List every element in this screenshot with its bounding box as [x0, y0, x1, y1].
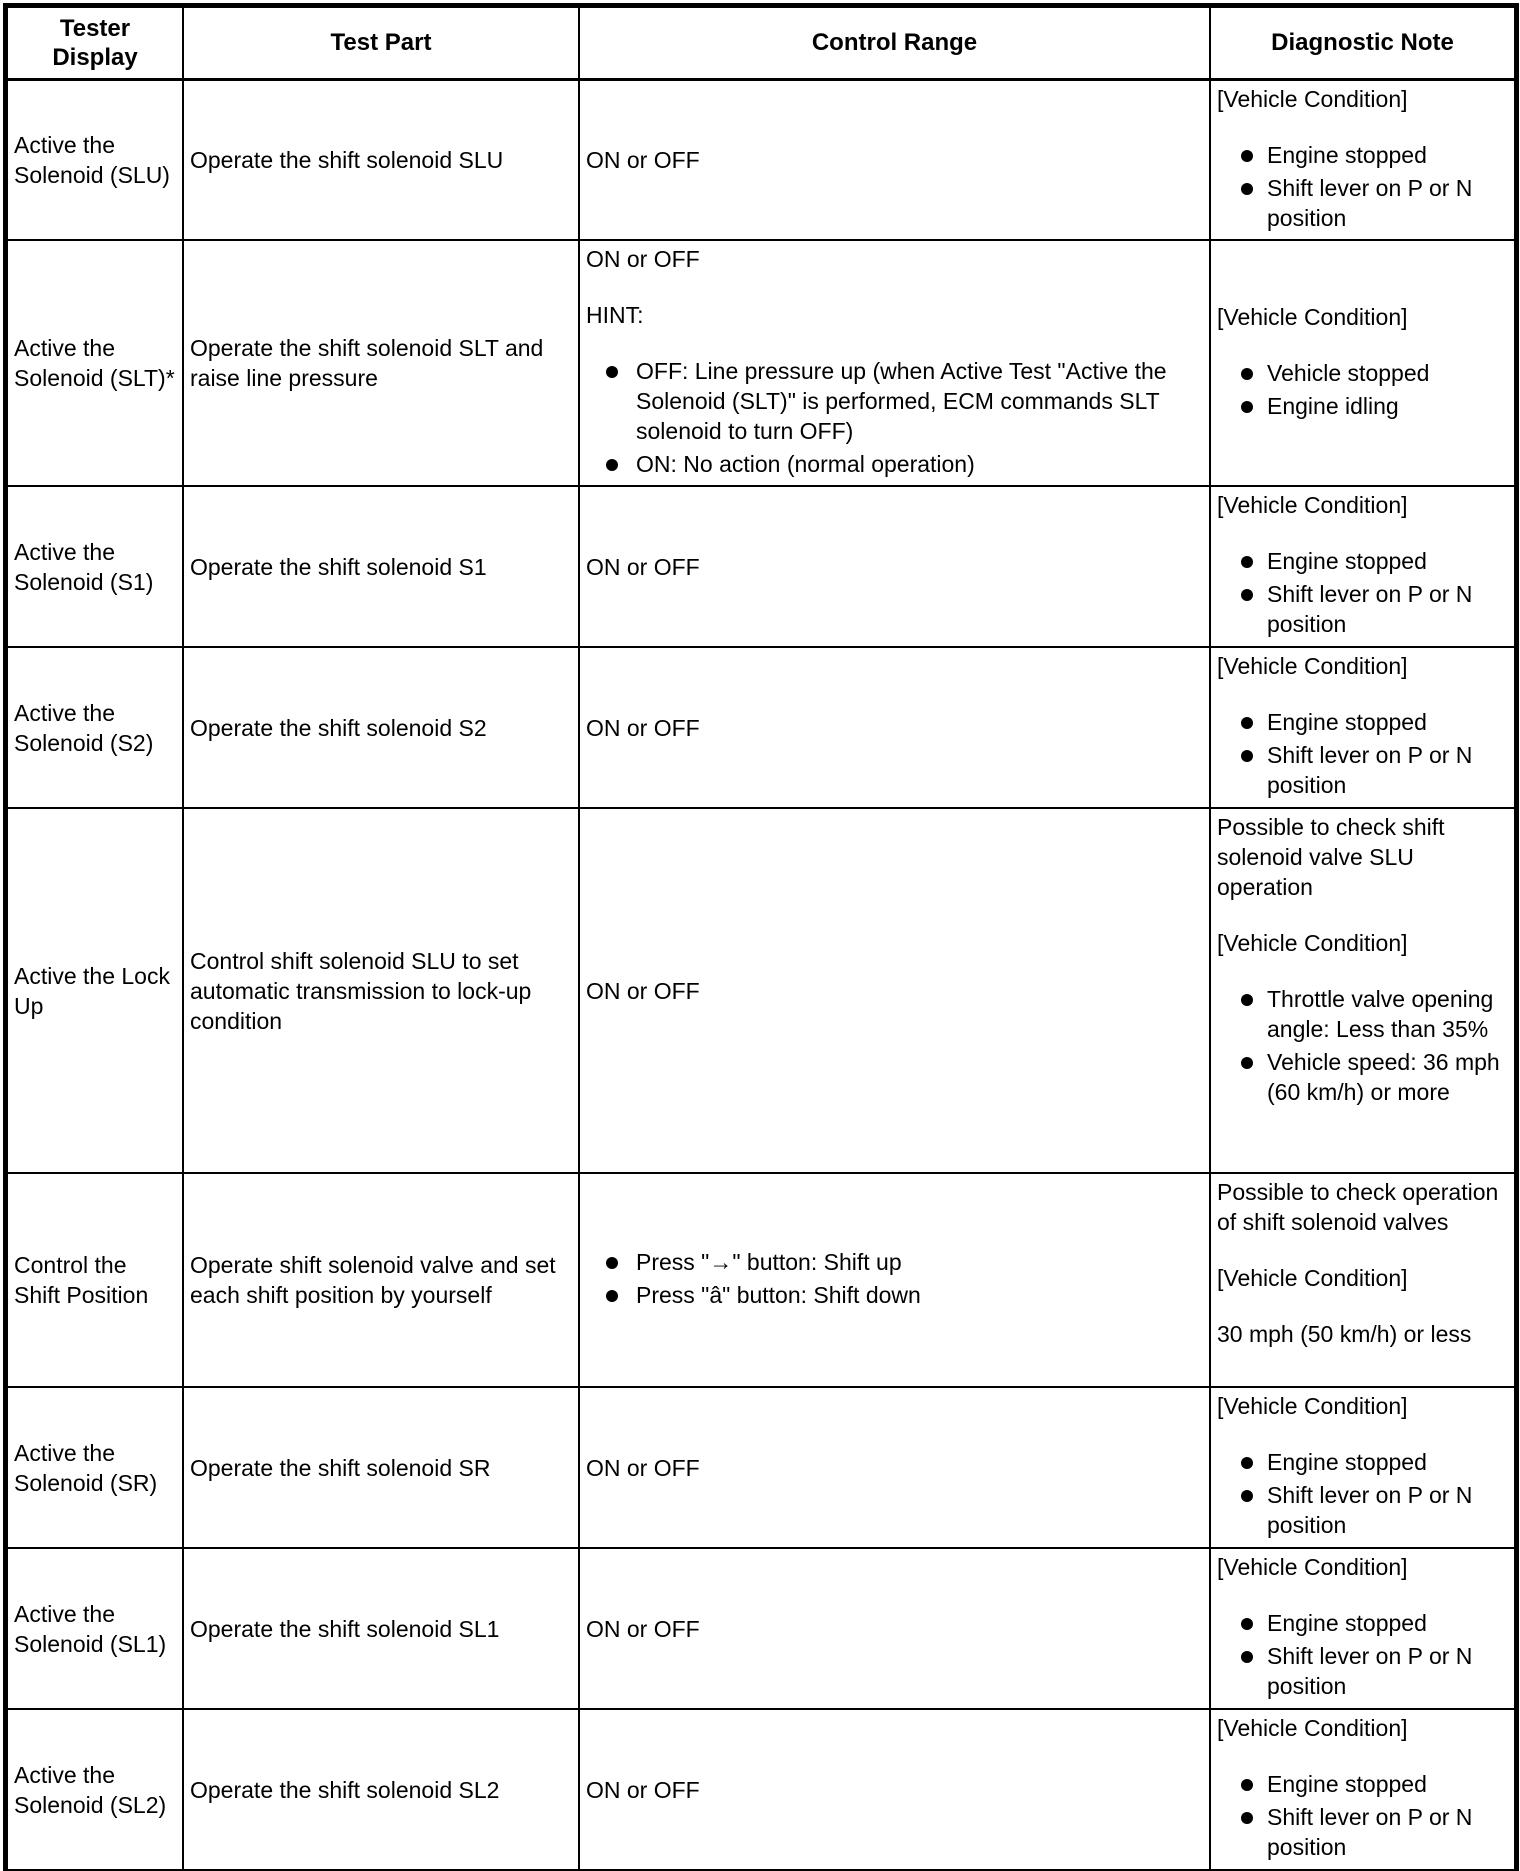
diagnostic-note-cell [1210, 1709, 1515, 1870]
list-item [1217, 391, 1508, 421]
list-item-text: Press "â" button: Shift down [636, 1282, 921, 1308]
bullet-icon [1241, 1490, 1253, 1502]
vehicle-condition-heading: [Vehicle Condition] [1217, 304, 1408, 330]
bullet-icon [1241, 1457, 1253, 1469]
hint-label: HINT: [586, 302, 644, 328]
tester-display-cell: Active the Solenoid (SLT)* [7, 240, 183, 486]
list-item [1217, 579, 1508, 639]
list-item [1217, 546, 1508, 576]
diagnostic-note-cell [1210, 1173, 1515, 1387]
list-item [1217, 1480, 1508, 1540]
control-range-cell: ON or OFF [579, 1548, 1210, 1709]
test-part-cell: Operate the shift solenoid S2 [183, 647, 579, 808]
bullet-icon [1241, 1057, 1253, 1069]
table-row [7, 1387, 1515, 1548]
diagnostic-note-cell [1210, 647, 1515, 808]
list-item-text: Engine stopped [1267, 548, 1427, 574]
list-item [1217, 358, 1508, 388]
vehicle-condition-heading: [Vehicle Condition] [1217, 1265, 1408, 1291]
test-part-cell: Operate the shift solenoid SLU [183, 79, 579, 240]
list-item-text: Shift lever on P or N position [1267, 581, 1473, 637]
table-row [7, 1709, 1515, 1870]
list-item [1217, 1769, 1508, 1799]
bullet-icon [606, 366, 618, 378]
vehicle-condition-heading: [Vehicle Condition] [1217, 1554, 1408, 1580]
active-test-table-sheet [6, 6, 1514, 1862]
header-test-part: Test Part [183, 7, 579, 79]
list-item [1217, 707, 1508, 737]
bullet-icon [1241, 1651, 1253, 1663]
tester-display-cell: Active the Lock Up [7, 808, 183, 1173]
table-row [7, 647, 1515, 808]
list-item [586, 356, 1203, 446]
list-item [1217, 740, 1508, 800]
test-part-cell: Operate the shift solenoid S1 [183, 486, 579, 647]
diagnostic-note-cell [1210, 1387, 1515, 1548]
table-row [7, 808, 1515, 1173]
table-row [7, 1548, 1515, 1709]
list-item-text: Engine stopped [1267, 709, 1427, 735]
vehicle-condition-heading: [Vehicle Condition] [1217, 930, 1408, 956]
list-item-text: Shift lever on P or N position [1267, 174, 1473, 231]
list-item-text: Press "→" button: Shift up [636, 1249, 902, 1275]
bullet-icon [1241, 556, 1253, 568]
tester-display-cell: Active the Solenoid (SR) [7, 1387, 183, 1548]
list-item-text: Shift lever on P or N position [1267, 742, 1473, 798]
diagnostic-note-cell [1210, 1548, 1515, 1709]
list-item [1217, 1802, 1508, 1862]
bullet-icon [1241, 1779, 1253, 1791]
bullet-icon [1241, 183, 1253, 195]
control-range-cell: ON or OFF [579, 647, 1210, 808]
control-range-cell [579, 1173, 1210, 1387]
condition-list [1217, 140, 1508, 233]
test-part-cell: Operate the shift solenoid SL2 [183, 1709, 579, 1870]
bullet-icon [1241, 1618, 1253, 1630]
control-range-value: ON or OFF [586, 246, 700, 272]
test-part-cell: Operate the shift solenoid SL1 [183, 1548, 579, 1709]
bullet-icon [1241, 401, 1253, 413]
diagnostic-note-cell [1210, 808, 1515, 1173]
list-item-text: Shift lever on P or N position [1267, 1643, 1473, 1699]
list-item [1217, 1047, 1508, 1107]
active-test-table [6, 6, 1516, 1871]
list-item-text: Engine stopped [1267, 1771, 1427, 1797]
bullet-icon [1241, 368, 1253, 380]
list-item [586, 1247, 1203, 1277]
bullet-icon [1241, 994, 1253, 1006]
vehicle-condition-heading: [Vehicle Condition] [1217, 1715, 1408, 1741]
tester-display-cell: Active the Solenoid (SL2) [7, 1709, 183, 1870]
list-item [1217, 1447, 1508, 1477]
table-row [7, 486, 1515, 647]
vehicle-condition-heading: [Vehicle Condition] [1217, 653, 1408, 679]
condition-list [1217, 984, 1508, 1107]
control-range-cell: ON or OFF [579, 1709, 1210, 1870]
condition-list [1217, 358, 1508, 421]
diagnostic-note-cell [1210, 240, 1515, 486]
bullet-icon [1241, 750, 1253, 762]
vehicle-condition-heading: [Vehicle Condition] [1217, 85, 1408, 112]
header-tester-display: Tester Display [7, 7, 183, 79]
bullet-icon [606, 1257, 618, 1269]
bullet-icon [1241, 589, 1253, 601]
control-range-cell: ON or OFF [579, 808, 1210, 1173]
condition-list [1217, 1608, 1508, 1701]
tester-display-cell: Control the Shift Position [7, 1173, 183, 1387]
bullet-icon [606, 1290, 618, 1302]
diagnostic-note-cell [1210, 79, 1515, 240]
vehicle-condition-heading: [Vehicle Condition] [1217, 1393, 1408, 1419]
diagnostic-note-intro: Possible to check shift solenoid valve SLU operation [1217, 814, 1445, 900]
list-item-text: Shift lever on P or N position [1267, 1482, 1473, 1538]
control-range-cell [579, 240, 1210, 486]
table-row [7, 79, 1515, 240]
tester-display-cell: Active the Solenoid (SLU) [7, 79, 183, 240]
hint-list [586, 356, 1203, 479]
list-item-text: Engine stopped [1267, 1449, 1427, 1475]
list-item-text: Engine idling [1267, 393, 1399, 419]
list-item-text: Engine stopped [1267, 141, 1427, 168]
list-item-text: Vehicle stopped [1267, 360, 1430, 386]
bullet-icon [1241, 150, 1253, 162]
tester-display-cell: Active the Solenoid (S2) [7, 647, 183, 808]
vehicle-condition-heading: [Vehicle Condition] [1217, 492, 1408, 518]
bullet-icon [1241, 1812, 1253, 1824]
diagnostic-note-intro: Possible to check operation of shift solenoid valves [1217, 1179, 1499, 1235]
test-part-cell: Control shift solenoid SLU to set automatic transmission to lock-up condition [183, 808, 579, 1173]
list-item-text: ON: No action (normal operation) [636, 451, 975, 477]
list-item [1217, 173, 1508, 233]
header-diagnostic-note: Diagnostic Note [1210, 7, 1515, 79]
list-item-text: Vehicle speed: 36 mph (60 km/h) or more [1267, 1049, 1500, 1105]
test-part-cell: Operate the shift solenoid SR [183, 1387, 579, 1548]
list-item [1217, 984, 1508, 1044]
header-control-range: Control Range [579, 7, 1210, 79]
control-range-cell: ON or OFF [579, 79, 1210, 240]
list-item [586, 449, 1203, 479]
tester-display-cell: Active the Solenoid (SL1) [7, 1548, 183, 1709]
condition-list [1217, 707, 1508, 800]
bullet-icon [606, 459, 618, 471]
condition-list [1217, 546, 1508, 639]
button-list [586, 1247, 1203, 1310]
list-item [1217, 1608, 1508, 1638]
vehicle-condition-text: 30 mph (50 km/h) or less [1217, 1321, 1472, 1347]
control-range-cell: ON or OFF [579, 1387, 1210, 1548]
list-item [586, 1280, 1203, 1310]
condition-list [1217, 1769, 1508, 1862]
table-row [7, 240, 1515, 486]
list-item-text: Engine stopped [1267, 1610, 1427, 1636]
list-item-text: OFF: Line pressure up (when Active Test "Active the Solenoid (SLT)" is performed, ECM commands SLT solenoid to turn OFF) [636, 358, 1167, 444]
bullet-icon [1241, 717, 1253, 729]
test-part-cell: Operate the shift solenoid SLT and raise line pressure [183, 240, 579, 486]
list-item-text: Throttle valve opening angle: Less than 35% [1267, 986, 1494, 1042]
diagnostic-note-cell [1210, 486, 1515, 647]
table-row [7, 1173, 1515, 1387]
test-part-cell: Operate shift solenoid valve and set each shift position by yourself [183, 1173, 579, 1387]
table-header-row [7, 7, 1515, 79]
control-range-cell: ON or OFF [579, 486, 1210, 647]
list-item-text: Shift lever on P or N position [1267, 1804, 1473, 1860]
tester-display-cell: Active the Solenoid (S1) [7, 486, 183, 647]
list-item [1217, 1641, 1508, 1701]
list-item [1217, 140, 1508, 170]
condition-list [1217, 1447, 1508, 1540]
